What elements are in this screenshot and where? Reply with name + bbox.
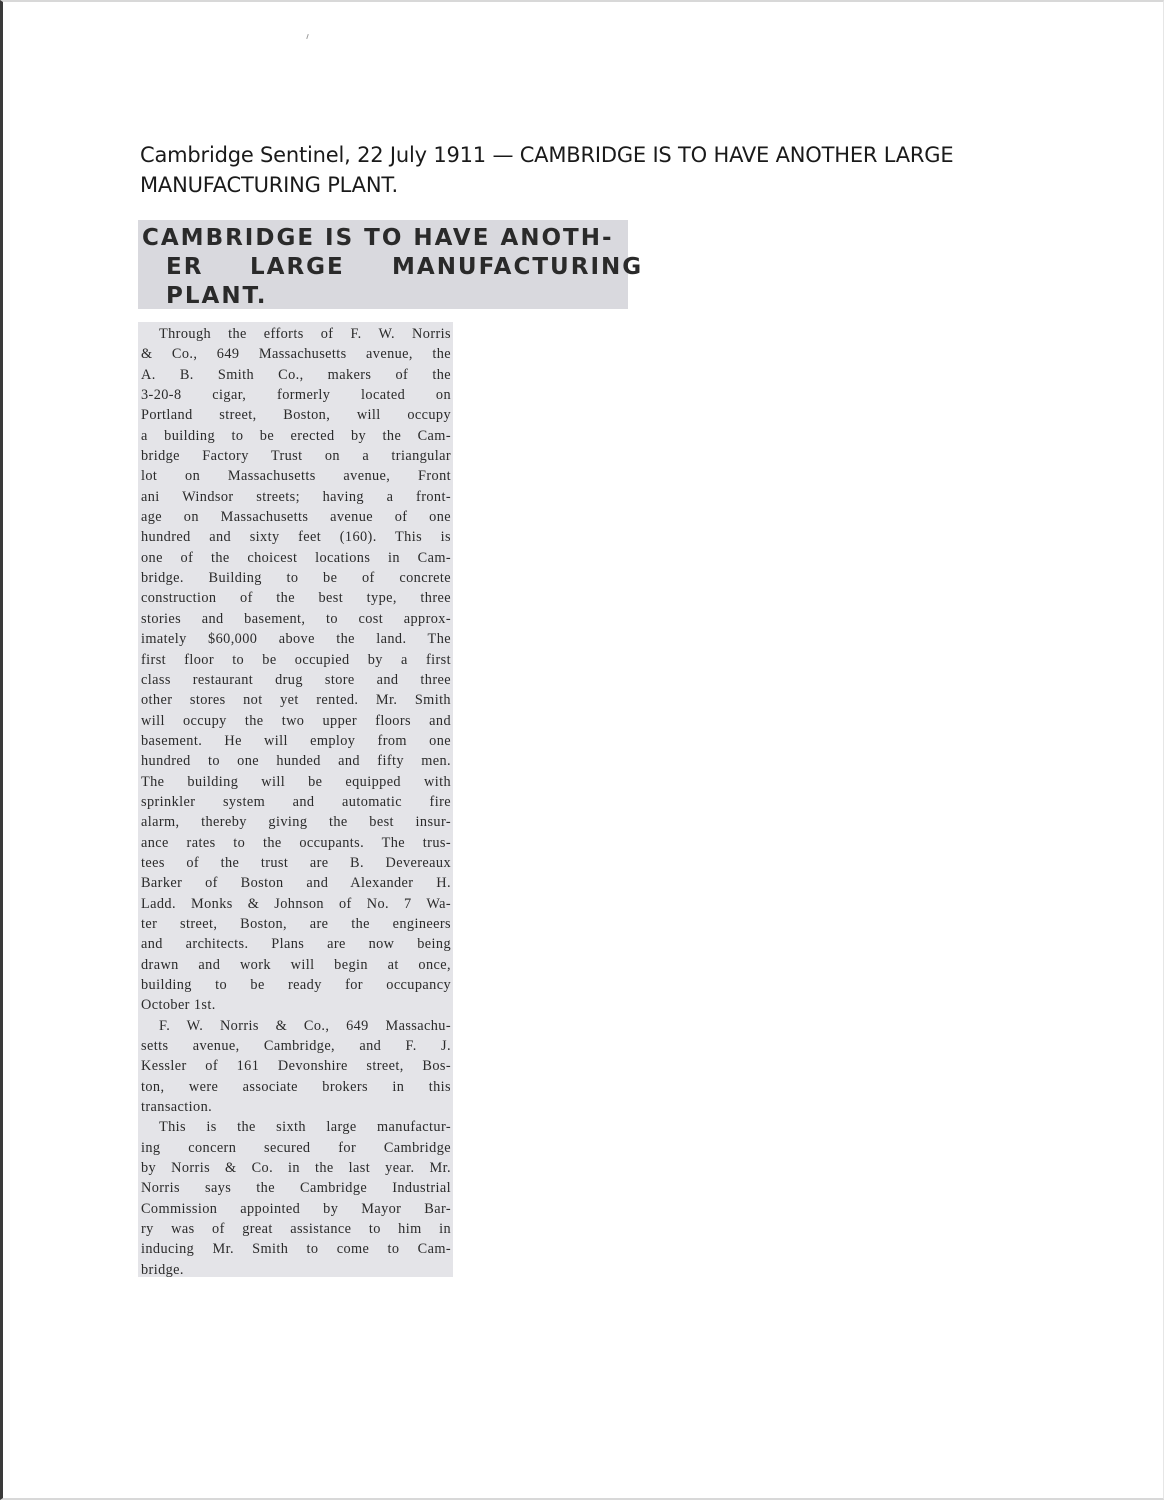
article-line: other stores not yet rented. Mr. Smith bbox=[141, 692, 451, 709]
article-line: lot on Massachusetts avenue, Front bbox=[141, 468, 451, 485]
article-line: a building to be erected by the Cam- bbox=[141, 427, 451, 444]
scan-mark bbox=[306, 34, 308, 39]
article-line: by Norris & Co. in the last year. Mr. bbox=[141, 1160, 451, 1177]
article-line: hundred and sixty feet (160). This is bbox=[141, 529, 451, 546]
article-line: alarm, thereby giving the best insur- bbox=[141, 814, 451, 831]
article-line: A. B. Smith Co., makers of the bbox=[141, 366, 451, 383]
article-line: bridge Factory Trust on a triangular bbox=[141, 448, 451, 465]
article-line: ter street, Boston, are the engineers bbox=[141, 915, 451, 932]
article-line: Norris says the Cambridge Industrial bbox=[141, 1180, 451, 1197]
article-line: The building will be equipped with bbox=[141, 773, 451, 790]
article-line: will occupy the two upper floors and bbox=[141, 712, 451, 729]
article-line: tees of the trust are B. Devereaux bbox=[141, 854, 451, 871]
article-line: Portland street, Boston, will occupy bbox=[141, 407, 451, 424]
article-line: bridge. bbox=[141, 1261, 184, 1278]
document-caption: Cambridge Sentinel, 22 July 1911 — CAMBRIDGE IS TO HAVE ANOTHER LARGE MANUFACTURING PLANT. bbox=[140, 143, 954, 197]
article-line: and architects. Plans are now being bbox=[141, 936, 451, 953]
article-column bbox=[141, 324, 451, 1280]
clipping-headline bbox=[138, 220, 644, 309]
article-line: ani Windsor streets; having a front- bbox=[141, 488, 451, 505]
article-line: Ladd. Monks & Johnson of No. 7 Wa- bbox=[141, 895, 451, 912]
article-line: sprinkler system and automatic fire bbox=[141, 793, 451, 810]
article-line: first floor to be occupied by a first bbox=[141, 651, 451, 668]
article-line: Commission appointed by Mayor Bar- bbox=[141, 1200, 451, 1217]
article-line: setts avenue, Cambridge, and F. J. bbox=[141, 1038, 451, 1055]
headline-line-3: PLANT. bbox=[166, 283, 268, 309]
article-line: F. W. Norris & Co., 649 Massachu- bbox=[159, 1017, 451, 1034]
article-line: age on Massachusetts avenue of one bbox=[141, 509, 451, 526]
article-line: bridge. Building to be of concrete bbox=[141, 570, 451, 587]
article-line: construction of the best type, three bbox=[141, 590, 451, 607]
headline-word: MANUFACTURING bbox=[392, 254, 644, 280]
headline-line-2 bbox=[166, 254, 643, 280]
headline-line-1: CAMBRIDGE IS TO HAVE ANOTH- bbox=[142, 225, 614, 251]
article-line: ry was of great assistance to him in bbox=[141, 1221, 451, 1238]
article-line: stories and basement, to cost approx- bbox=[141, 610, 451, 627]
headline-word: LARGE bbox=[250, 254, 345, 280]
article-line: Kessler of 161 Devonshire street, Bos- bbox=[141, 1058, 451, 1075]
article-line: inducing Mr. Smith to come to Cam- bbox=[141, 1241, 451, 1258]
article-line: one of the choicest locations in Cam- bbox=[141, 549, 451, 566]
article-line: ing concern secured for Cambridge bbox=[141, 1139, 451, 1156]
article-line: basement. He will employ from one bbox=[141, 732, 451, 749]
article-line: hundred to one hunded and fifty men. bbox=[141, 753, 451, 770]
article-line: transaction. bbox=[141, 1099, 213, 1116]
article-line: building to be ready for occupancy bbox=[141, 977, 451, 993]
article-line: & Co., 649 Massachusetts avenue, the bbox=[141, 346, 451, 363]
headline-word: ER bbox=[166, 254, 204, 280]
article-line: class restaurant drug store and three bbox=[141, 671, 451, 688]
article-line: October 1st. bbox=[141, 997, 216, 1014]
article-line: drawn and work will begin at once, bbox=[141, 956, 451, 973]
article-line: 3-20-8 cigar, formerly located on bbox=[141, 387, 451, 404]
article-line: This is the sixth large manufactur- bbox=[159, 1119, 451, 1136]
article-line: ton, were associate brokers in this bbox=[141, 1078, 451, 1095]
article-line: ance rates to the occupants. The trus- bbox=[141, 834, 451, 851]
article-line: imately $60,000 above the land. The bbox=[141, 631, 451, 648]
clipping-article-body bbox=[138, 322, 453, 1277]
article-line: Through the efforts of F. W. Norris bbox=[159, 326, 451, 342]
article-line: Barker of Boston and Alexander H. bbox=[141, 875, 451, 892]
